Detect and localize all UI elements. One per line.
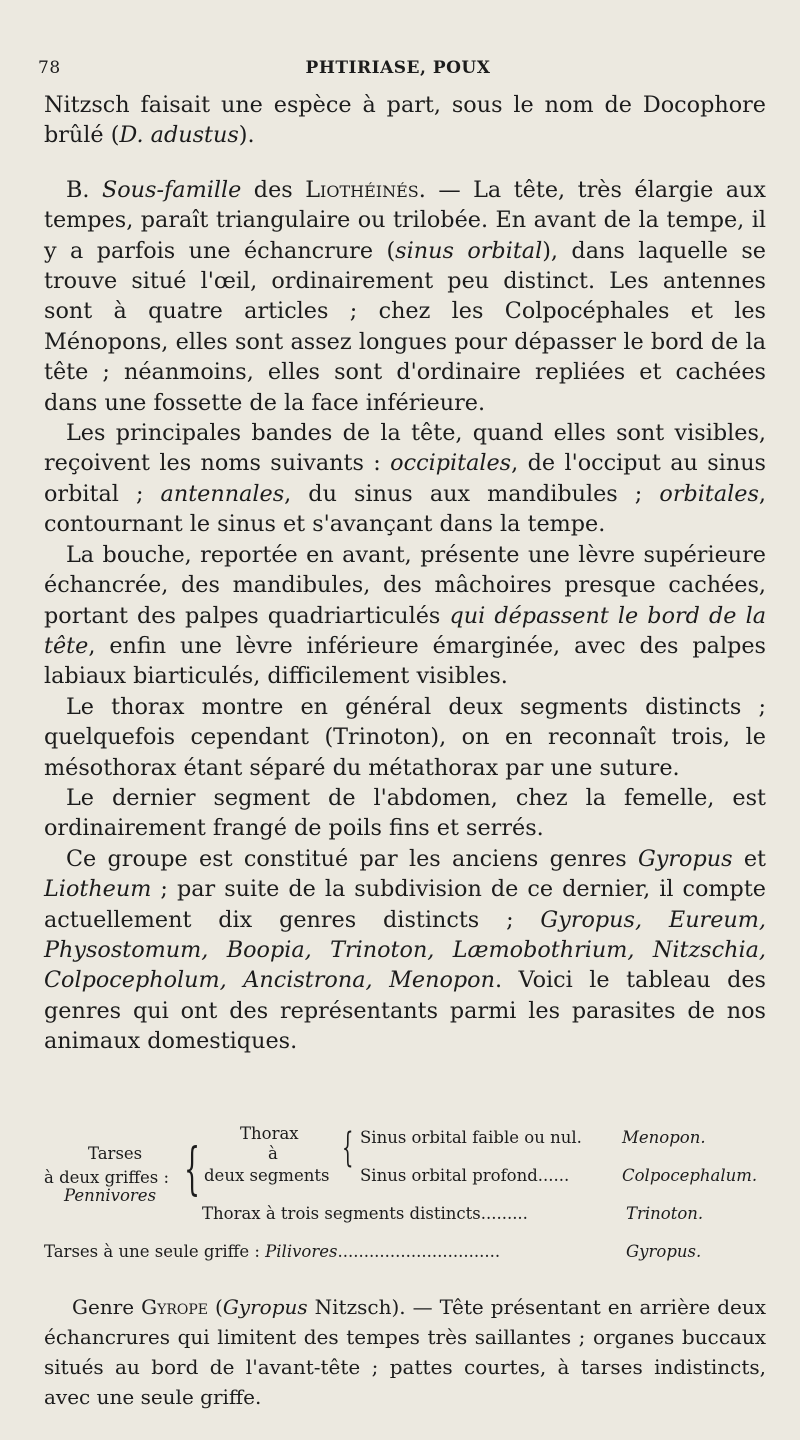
key-thorax: Thorax <box>240 1124 299 1143</box>
key-sinus-profond: Sinus orbital profond...... <box>360 1166 570 1185</box>
page-number: 78 <box>38 58 61 78</box>
key-seule-griffe-line: Tarses à une seule griffe : Pilivores............................... Gyropus. <box>44 1242 702 1261</box>
key-brace-right: { <box>342 1125 354 1171</box>
key-menopon: Menopon. <box>622 1128 706 1147</box>
running-title: PHTIRIASE, POUX <box>305 58 491 78</box>
key-thorax-trois: Thorax à trois segments distincts......... <box>202 1204 528 1223</box>
paragraph-thorax: Le thorax montre en général deux segments distincts ; quelquefois cependant (Trinoton), on en reconnaît trois, le mésothorax étant séparé du métathorax par une suture. <box>44 693 766 781</box>
key-sinus-faible: Sinus orbital faible ou nul. <box>360 1128 582 1147</box>
paragraph-genera: Ce groupe est constitué par les anciens genres Gyropus et Liotheum ; par suite de la subdivision de ce dernier, il compte actuellement dix genres distincts ; Gyropus, Eureum, Physostomum, Boopia, Trinoton, Læmobothrium, Nitzschia, Colpocepholum, Ancistrona, Menopon. Voici le tableau des genres qui ont des représentants parmi les parasites de nos animaux domestiques. <box>44 845 766 1055</box>
key-colpocephalum: Colpocephalum. <box>622 1166 758 1185</box>
key-pennivores: Pennivores <box>64 1186 157 1205</box>
key-deux-segments: deux segments <box>204 1166 330 1185</box>
key-deux-griffes: à deux griffes : <box>44 1168 170 1187</box>
paragraph-continued: Nitzsch faisait une espèce à part, sous le nom de Docophore brûlé (D. adustus). <box>44 92 766 149</box>
key-gyropus: Gyropus. <box>626 1242 702 1261</box>
key-tarses: Tarses <box>88 1144 143 1163</box>
paragraph-genre-gyrope: Genre Gyrope (Gyropus Nitzsch). — Tête présentant en arrière deux échancrures qui limitent des tempes très saillantes ; organes buccaux situés au bord de l'avant-tête ; pattes courtes, à tarses indistincts, avec une seule griffe. <box>44 1295 766 1409</box>
paragraph-subfamily: B. Sous-famille des Liothéinés. — La tête, très élargie aux tempes, paraît triangulaire ou trilobée. En avant de la tempe, il y a parfois une échancrure (sinus orbital), dans laquelle se trouve situé l'œil, ordinairement peu distinct. Les antennes sont à quatre articles ; chez les Colpocéphales et les Ménopons, elles sont assez longues pour dépasser le bord de la tête ; néanmoins, elles sont d'ordinaire repliées et cachées dans une fossette de la face inférieure. <box>44 176 766 416</box>
page-header <box>36 58 760 86</box>
genera-key-table <box>44 1124 766 1232</box>
key-brace-left: { <box>184 1137 201 1202</box>
key-a: à <box>268 1144 278 1163</box>
paragraph-abdomen: Le dernier segment de l'abdomen, chez la femelle, est ordinairement frangé de poils fins et serrés. <box>44 784 766 842</box>
body-text <box>44 90 766 1057</box>
paragraph-mouth: La bouche, reportée en avant, présente une lèvre supérieure échancrée, des mandibules, des mâchoires presque cachées, portant des palpes quadriarticulés qui dépassent le bord de la tête, enfin une lèvre inférieure émarginée, avec des palpes labiaux biarticulés, difficilement visibles. <box>44 541 767 690</box>
key-trinoton: Trinoton. <box>626 1204 704 1223</box>
paragraph-head-bands: Les principales bandes de la tête, quand elles sont visibles, reçoivent les noms suivants : occipitales, de l'occiput au sinus orbital ; antennales, du sinus aux mandibules ; orbitales, contournant le sinus et s'avançant dans la tempe. <box>44 420 767 538</box>
